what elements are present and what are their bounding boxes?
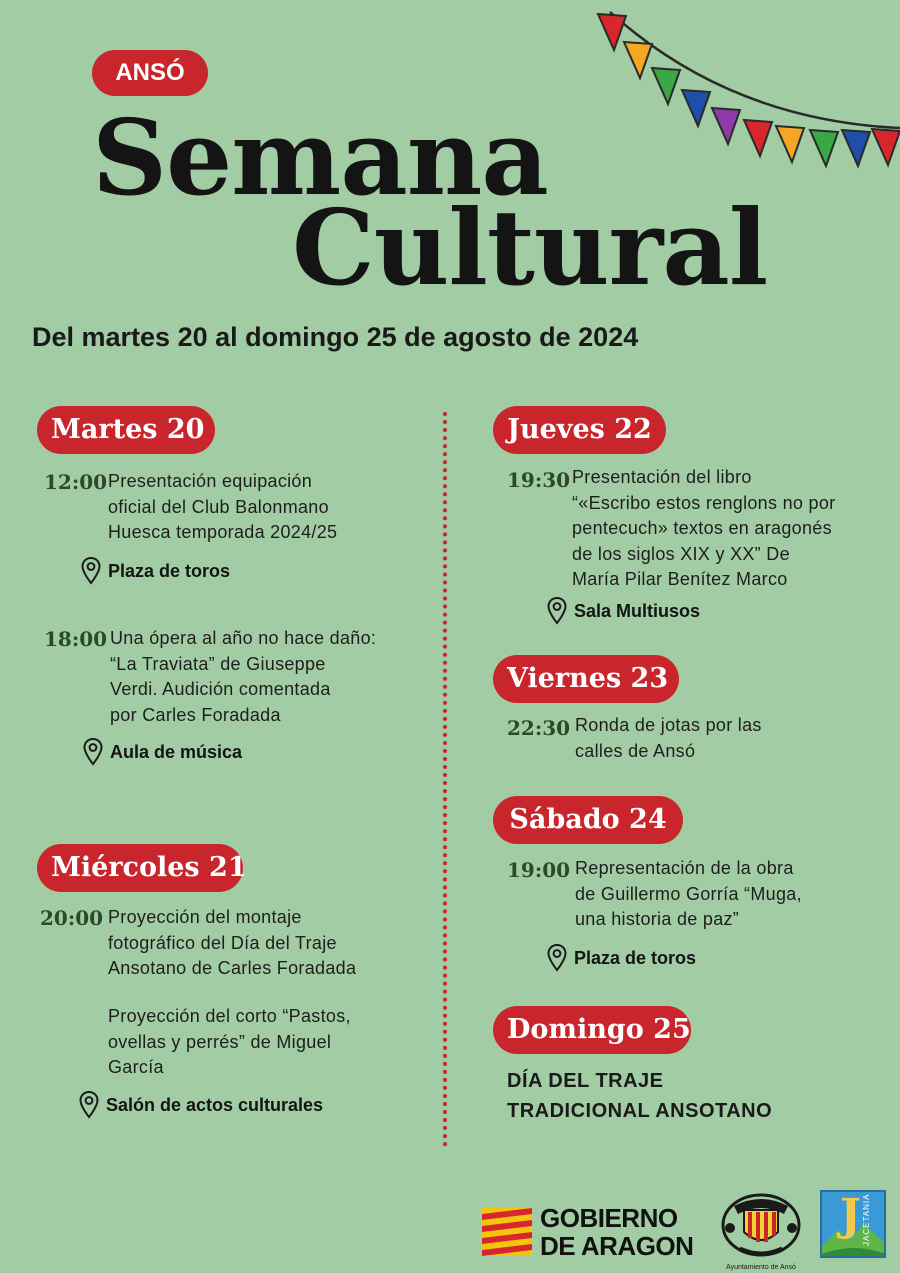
ayuntamiento-anso-logo bbox=[715, 1188, 807, 1271]
event-description: Ronda de jotas por las calles de Ansó bbox=[575, 715, 762, 761]
jacetania-letter: J bbox=[840, 1190, 861, 1241]
location-label: Salón de actos culturales bbox=[106, 1094, 324, 1115]
ayuntamiento-label: Ayuntamiento de Ansó bbox=[726, 1264, 796, 1271]
bunting-flag bbox=[712, 108, 740, 144]
event-description: Presentación del libro “«Escribo estos renglons no por pentecuch» textos en aragonés de los siglos XIX y XX” De María Pilar Benítez Marco bbox=[572, 467, 836, 589]
title-line-2: Cultural bbox=[292, 186, 768, 309]
event-location bbox=[78, 1090, 323, 1120]
day-badge-viernes: Viernes 23 bbox=[493, 655, 679, 703]
event-location bbox=[546, 596, 700, 626]
aragon-flag-icon bbox=[482, 1208, 532, 1256]
location-label: Aula de música bbox=[110, 741, 243, 762]
location-label: Sala Multiusos bbox=[574, 600, 701, 621]
event-description: Presentación equipación oficial del Club Balonmano Huesca temporada 2024/25 bbox=[108, 471, 338, 542]
event-time: 18:00 bbox=[44, 627, 108, 651]
event-time: 12:00 bbox=[44, 470, 108, 494]
day-badge-jueves: Jueves 22 bbox=[493, 406, 666, 454]
location-label: Plaza de toros bbox=[108, 560, 231, 581]
location-pin-icon bbox=[78, 1090, 100, 1120]
date-range: Del martes 20 al domingo 25 de agosto de 2024 bbox=[32, 322, 639, 352]
event-location bbox=[82, 737, 242, 767]
gobierno-aragon-logo bbox=[482, 1204, 693, 1260]
title-line-1: Semana bbox=[92, 96, 548, 219]
coat-of-arms-icon bbox=[720, 1188, 802, 1258]
event-description: Proyección del montaje fotográfico del Día del Traje Ansotano de Carles Foradada bbox=[108, 907, 357, 978]
event-description: Representación de la obra de Guillermo Gorría “Muga, una historia de paz” bbox=[575, 858, 802, 929]
event-time: 20:00 bbox=[40, 906, 104, 930]
event-time: 22:30 bbox=[507, 716, 571, 740]
bunting-flag bbox=[776, 126, 804, 162]
location-label: Plaza de toros bbox=[574, 947, 697, 968]
bunting-flag bbox=[682, 90, 710, 126]
bunting-flag bbox=[598, 14, 626, 50]
event-time: 19:00 bbox=[507, 858, 571, 882]
day-badge-sabado: Sábado 24 bbox=[493, 796, 683, 844]
location-pin-icon bbox=[80, 556, 102, 586]
bunting-flag bbox=[810, 130, 838, 166]
day-badge-martes: Martes 20 bbox=[37, 406, 215, 454]
jacetania-label: JACETANIA bbox=[862, 1193, 871, 1246]
bunting-flag bbox=[842, 130, 870, 166]
bunting-flag bbox=[652, 68, 680, 104]
town-badge: ANSÓ bbox=[92, 50, 208, 96]
day-badge-domingo: Domingo 25 bbox=[493, 1006, 691, 1054]
event-description: Una ópera al año no hace daño: “La Traviata” de Giuseppe Verdi. Audición comentada por Carles Foradada bbox=[110, 628, 377, 725]
day-badge-miercoles: Miércoles 21 bbox=[37, 844, 243, 892]
bunting-flag bbox=[624, 42, 652, 78]
gobierno-line-1: GOBIERNO bbox=[540, 1203, 678, 1233]
event-time: 19:30 bbox=[507, 468, 571, 492]
jacetania-logo bbox=[820, 1190, 886, 1258]
bunting-flag bbox=[744, 120, 772, 156]
event-description: Proyección del corto “Pastos, ovellas y perrés” de Miguel García bbox=[108, 1006, 351, 1077]
bunting-flag bbox=[872, 129, 900, 165]
domingo-highlight: DÍA DEL TRAJE TRADICIONAL ANSOTANO bbox=[507, 1070, 773, 1122]
gobierno-line-2: DE ARAGON bbox=[540, 1231, 694, 1261]
bunting-decoration bbox=[590, 0, 900, 190]
location-pin-icon bbox=[546, 596, 568, 626]
column-divider bbox=[443, 412, 447, 1147]
event-location bbox=[546, 943, 696, 973]
location-pin-icon bbox=[82, 737, 104, 767]
location-pin-icon bbox=[546, 943, 568, 973]
event-location bbox=[80, 556, 230, 586]
